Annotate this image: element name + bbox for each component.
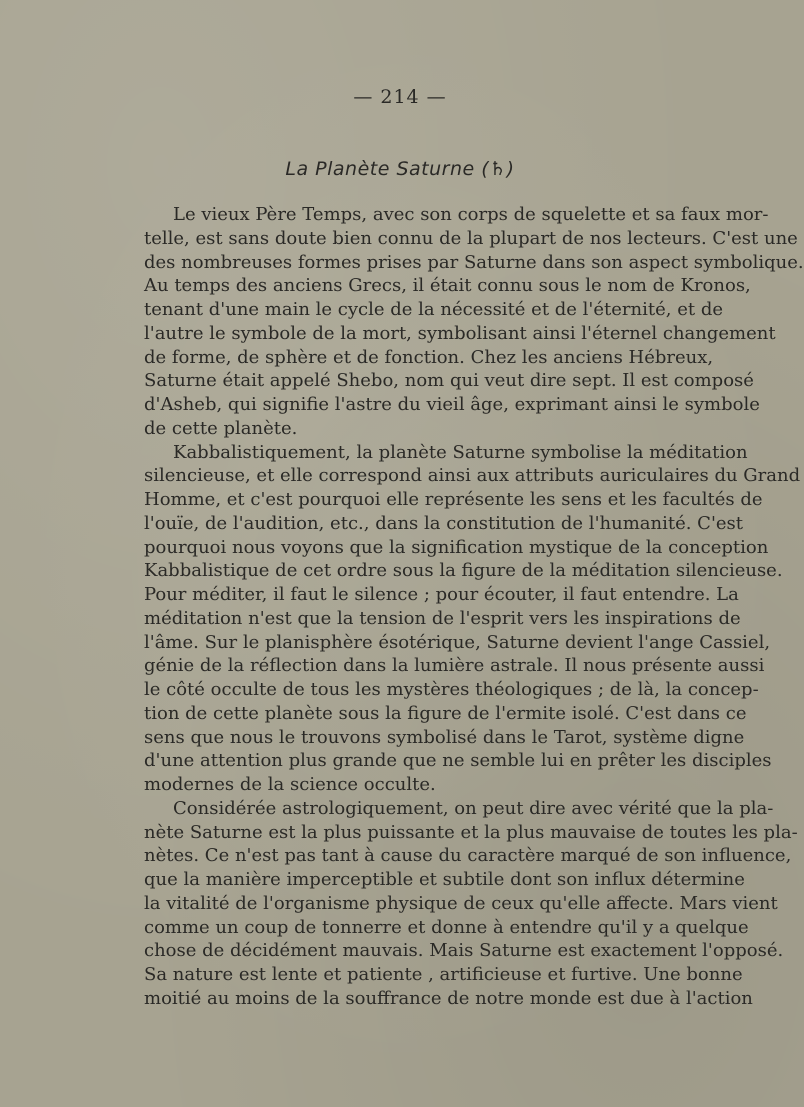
text-line: tenant d'une main le cycle de la nécessité et de l'éternité, et de	[144, 299, 723, 320]
text-line: pourquoi nous voyons que la signification mystique de la conception	[144, 536, 769, 558]
text-line: d'une attention plus grande que ne semble lui en prêter les disciples	[144, 750, 772, 772]
text-line: le côté occulte de tous les mystères théologiques ; de là, la concep-	[144, 679, 759, 700]
page-number: — 214 —	[353, 86, 447, 108]
chapter-title: La Planète Saturne (♄)	[285, 158, 515, 180]
text-line: Pour méditer, il faut le silence ; pour écouter, il faut entendre. La	[144, 584, 739, 605]
text-line: Au temps des anciens Grecs, il était connu sous le nom de Kronos,	[144, 275, 751, 297]
text-line: Kabbalistiquement, la planète Saturne symbolise la méditation	[173, 441, 748, 463]
text-line: que la manière imperceptible et subtile dont son influx détermine	[144, 869, 745, 890]
text-line: l'âme. Sur le planisphère ésotérique, Saturne devient l'ange Cassiel,	[144, 631, 771, 653]
text-line: de cette planète.	[144, 417, 298, 439]
text-line: sens que nous le trouvons symbolisé dans le Tarot, système digne	[144, 726, 745, 748]
text-line: l'ouïe, de l'audition, etc., dans la constitution de l'humanité. C'est	[144, 512, 744, 534]
text-line: tion de cette planète sous la figure de l'ermite isolé. C'est dans ce	[144, 702, 747, 724]
text-line: génie de la réflection dans la lumière astrale. Il nous présente aussi	[144, 655, 765, 677]
text-line: la vitalité de l'organisme physique de ceux qu'elle affecte. Mars vient	[144, 892, 778, 914]
text-line: Saturne était appelé Shebo, nom qui veut dire sept. Il est composé	[144, 370, 754, 392]
text-line: Sa nature est lente et patiente , artificieuse et furtive. Une bonne	[144, 964, 743, 985]
text-line: comme un coup de tonnerre et donne à entendre qu'il y a quelque	[144, 916, 749, 938]
text-line: Kabbalistique de cet ordre sous la figure de la méditation silencieuse.	[144, 560, 783, 582]
text-line: des nombreuses formes prises par Saturne dans son aspect symbolique.	[144, 251, 804, 273]
text-line: moitié au moins de la souffrance de notre monde est due à l'action	[144, 987, 753, 1009]
text-line: chose de décidément mauvais. Mais Saturne est exactement l'opposé.	[144, 940, 784, 962]
text-line: telle, est sans doute bien connu de la plupart de nos lecteurs. C'est une	[144, 227, 798, 249]
text-line: d'Asheb, qui signifie l'astre du vieil âge, exprimant ainsi le symbole	[144, 394, 760, 415]
text-line: modernes de la science occulte.	[144, 774, 436, 795]
text-line: méditation n'est que la tension de l'esprit vers les inspirations de	[144, 607, 741, 629]
text-line: nètes. Ce n'est pas tant à cause du caractère marqué de son influence,	[144, 845, 792, 867]
text-line: silencieuse, et elle correspond ainsi aux attributs auriculaires du Grand	[144, 465, 801, 487]
text-line: nète Saturne est la plus puissante et la plus mauvaise de toutes les pla-	[144, 821, 798, 843]
text-line: Le vieux Père Temps, avec son corps de squelette et sa faux mor-	[173, 204, 769, 225]
text-line: l'autre le symbole de la mort, symbolisant ainsi l'éternel changement	[144, 322, 776, 344]
text-line: Considérée astrologiquement, on peut dire avec vérité que la pla-	[173, 797, 774, 819]
text-line: Homme, et c'est pourquoi elle représente les sens et les facultés de	[144, 489, 763, 510]
text-line: de forme, de sphère et de fonction. Chez les anciens Hébreux,	[144, 346, 714, 368]
